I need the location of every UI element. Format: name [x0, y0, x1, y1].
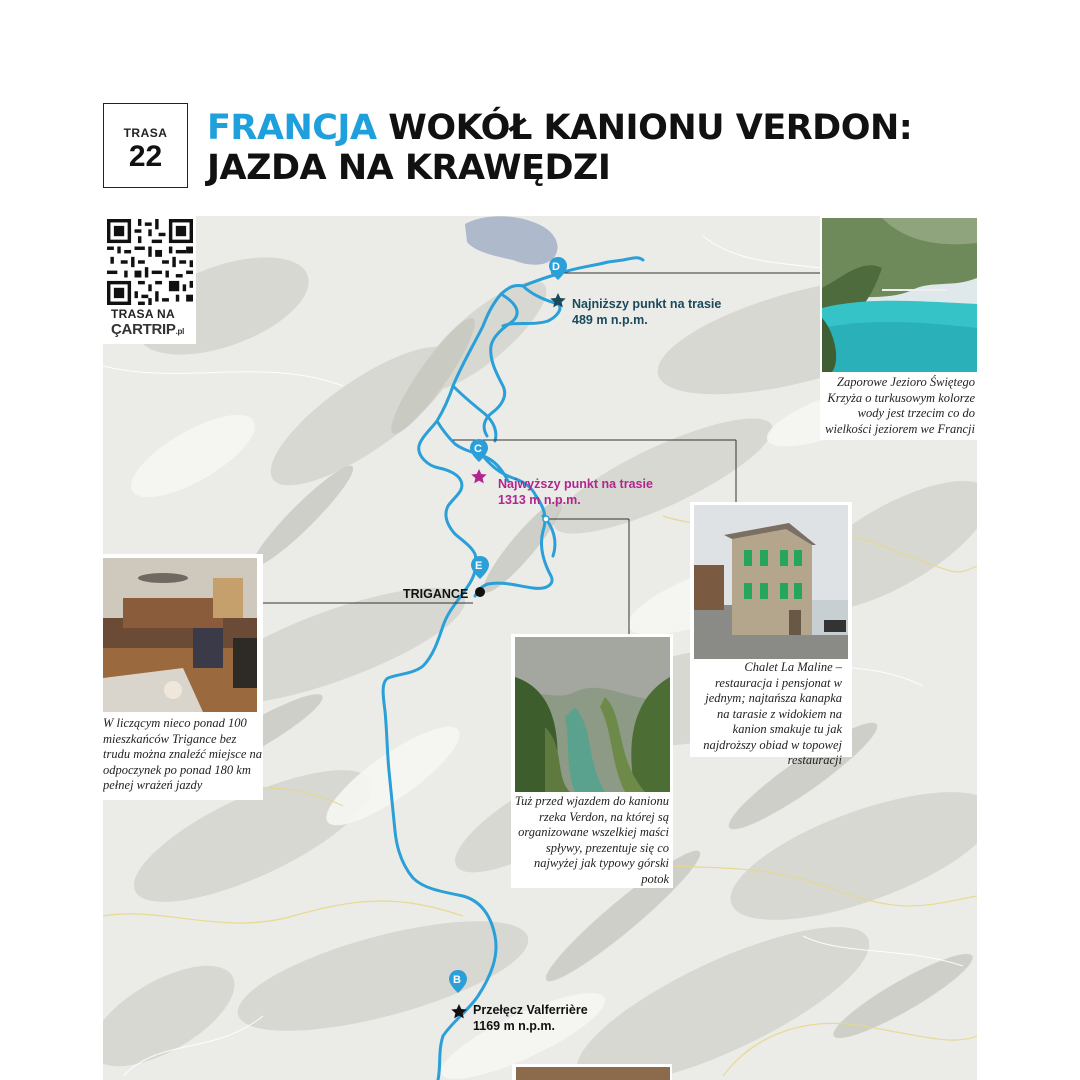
waypoint-c-letter: C: [474, 443, 482, 455]
cafe-caption: W liczącym nieco ponad 100 mieszkańców Trigance bez trudu można znaleźć miejsce na odpoczynek po ponad 180 km pełnej wrażeń jazdy: [103, 716, 263, 792]
waypoint-e-letter: E: [475, 560, 483, 572]
pass-title: Przełęcz Valferrière: [473, 1003, 588, 1017]
small-point-icon: [543, 516, 549, 522]
pass-star-icon: [451, 1004, 466, 1018]
title-accent: FRANCJA: [207, 108, 377, 148]
bottom-photo-card: [512, 1064, 672, 1080]
brand-suffix: .pl: [175, 327, 185, 336]
lake-caption: Zaporowe Jezioro Świętego Krzyża o turkusowym kolorze wody jest trzecim co do wielkości jeziorem we Francji: [825, 375, 975, 436]
route-map[interactable]: [103, 216, 977, 1080]
town-dot-icon: [475, 587, 485, 597]
highest-point-title: Najwyższy punkt na trasie: [498, 477, 653, 491]
title-line-2: JAZDA NA KRAWĘDZI: [207, 148, 611, 188]
chalet-caption: Chalet La Maline – restauracja i pensjonat w jednym; najtańsza kanapka na tarasie z widokiem na kanion smakuje tu jak najdroższy obiad w topowej restauracji: [703, 660, 842, 767]
pass-value: 1169 m n.p.m.: [473, 1019, 555, 1033]
town-label: TRIGANCE: [403, 587, 469, 601]
bottom-photo: [516, 1067, 670, 1080]
route-number: 22: [128, 140, 163, 173]
lowest-point-value: 489 m n.p.m.: [572, 313, 648, 327]
cafe-photo-card: [103, 554, 263, 800]
title-line-1: WOKÓŁ KANIONU VERDON:: [376, 108, 913, 148]
highest-point-star-icon: [471, 469, 486, 483]
chalet-photo: [694, 505, 848, 659]
lowest-point-star-icon: [550, 293, 565, 307]
page-title: [207, 108, 987, 188]
river-photo-card: [511, 634, 673, 888]
lake-photo: [822, 218, 977, 372]
route-number-box: [103, 103, 188, 188]
lake-photo-card: [820, 216, 977, 440]
waypoint-b-letter: B: [453, 974, 461, 986]
chalet-photo-card: [690, 502, 852, 767]
brand-left: ÇAR: [111, 321, 143, 338]
river-photo: [515, 637, 670, 792]
highest-point-value: 1313 m n.p.m.: [498, 493, 581, 507]
cafe-photo: [103, 558, 257, 712]
waypoint-d-letter: D: [552, 261, 560, 273]
river-caption: Tuż przed wjazdem do kanionu rzeka Verdon, na której są organizowane wszelkiej maści spływy, prezentuje się co najwyżej jak typowy górski potok: [514, 794, 669, 886]
brand-right: TRIP: [142, 321, 176, 338]
route-label: TRASA: [123, 126, 168, 140]
qr-label: TRASA NA: [111, 307, 175, 321]
lowest-point-title: Najniższy punkt na trasie: [572, 297, 722, 311]
